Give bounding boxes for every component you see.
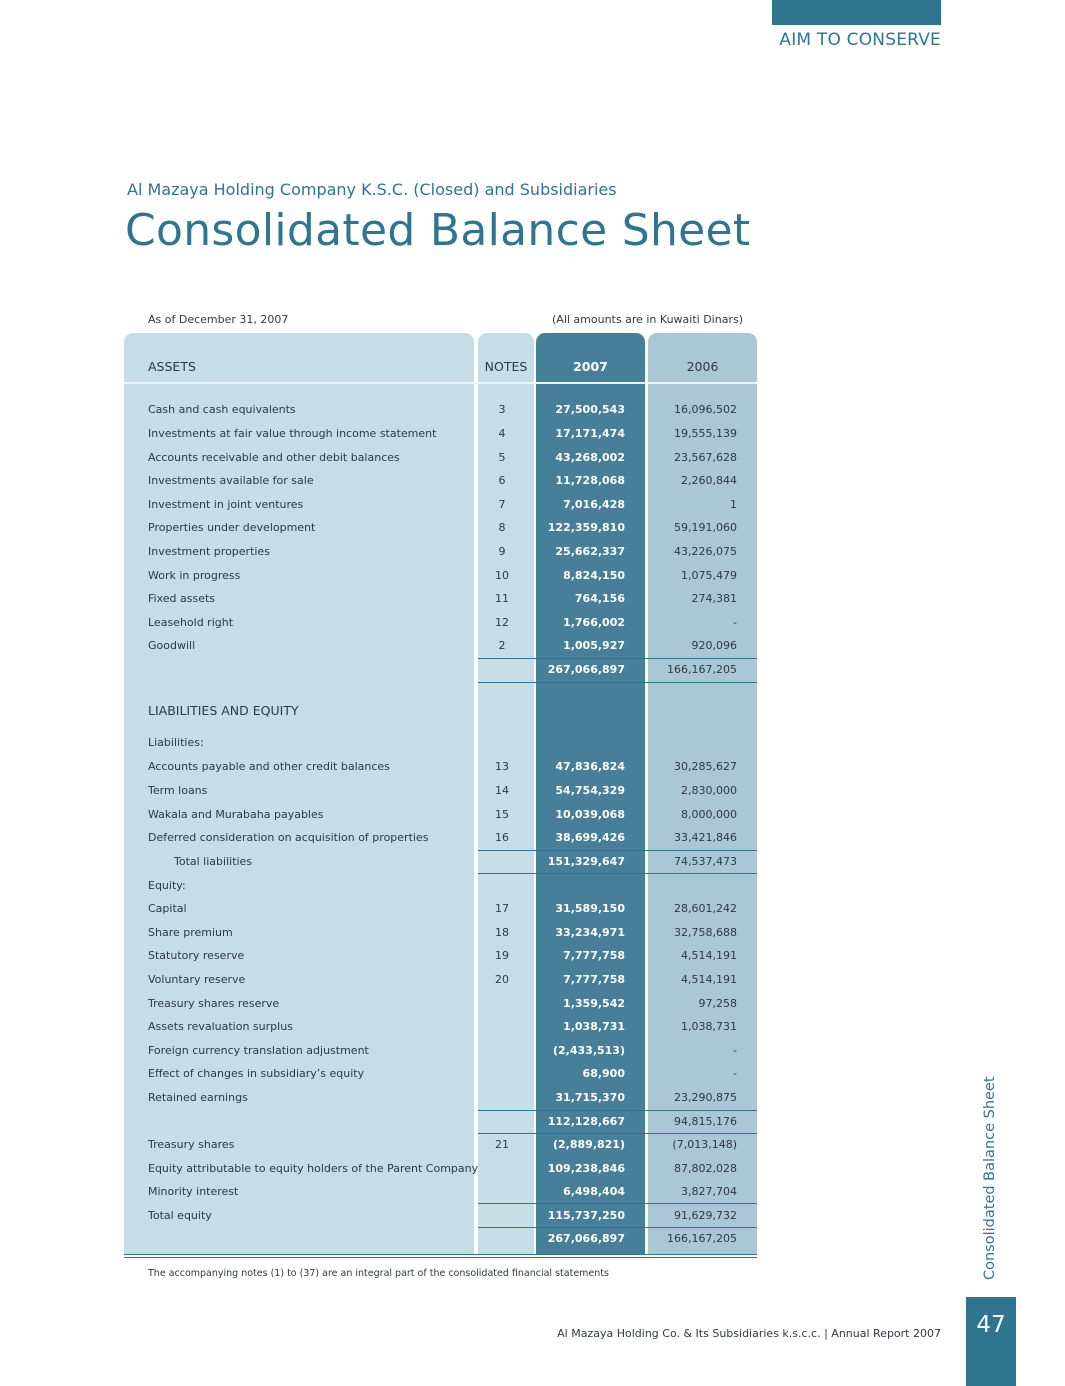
row-label: Term loans [148, 784, 208, 797]
row-value-2006: 23,290,875 [674, 1091, 737, 1104]
table-row [0, 946, 1065, 966]
row-label: Treasury shares reserve [148, 997, 280, 1010]
row-value-2007: 25,662,337 [555, 545, 625, 558]
row-note: 16 [495, 831, 509, 844]
row-note: 4 [498, 427, 506, 440]
row-label: Total equity [148, 1209, 212, 1222]
table-row [0, 471, 1065, 491]
vertical-section-label: Consolidated Balance Sheet [982, 1076, 998, 1280]
row-value-2006: 920,096 [691, 639, 737, 652]
table-row [0, 757, 1065, 777]
row-value-2007: 54,754,329 [555, 784, 625, 797]
row-value-2006: 8,000,000 [681, 808, 737, 821]
row-value-2007: 1,038,731 [563, 1020, 625, 1033]
row-value-2006: 4,514,191 [681, 973, 737, 986]
row-label: Total liabilities [174, 855, 253, 868]
row-label: Investments at fair value through income statement [148, 427, 437, 440]
row-label: Investment properties [148, 545, 270, 558]
company-name: Al Mazaya Holding Company K.S.C. (Closed) and Subsidiaries [127, 180, 617, 199]
row-value-2006: 1,075,479 [681, 569, 737, 582]
row-value-2006: 16,096,502 [674, 403, 737, 416]
subtotal-rule [478, 682, 757, 683]
row-value-2007: 7,777,758 [563, 949, 625, 962]
row-value-2007: 33,234,971 [555, 926, 625, 939]
row-value-2006: - [733, 616, 737, 629]
table-row [0, 876, 1065, 896]
page-title: Consolidated Balance Sheet [125, 205, 751, 256]
row-value-2007: 267,066,897 [547, 663, 625, 676]
row-value-2006: 274,381 [691, 592, 737, 605]
row-note: 20 [495, 973, 509, 986]
row-label: Liabilities: [148, 736, 204, 749]
column-header-2007: 2007 [573, 359, 608, 374]
row-note: 17 [495, 902, 509, 915]
row-value-2006: 2,260,844 [681, 474, 737, 487]
row-value-2006: 94,815,176 [674, 1115, 737, 1128]
table-row [0, 970, 1065, 990]
row-note: 14 [495, 784, 509, 797]
row-value-2006: 1 [730, 498, 737, 511]
table-row [0, 448, 1065, 468]
row-label: Effect of changes in subsidiary’s equity [148, 1067, 365, 1080]
subtotal-rule [478, 873, 757, 874]
row-value-2006: 97,258 [698, 997, 737, 1010]
row-value-2007: 11,728,068 [555, 474, 625, 487]
row-label: Wakala and Murabaha payables [148, 808, 324, 821]
table-row [0, 781, 1065, 801]
table-row [0, 701, 1065, 721]
row-value-2007: 109,238,846 [547, 1162, 625, 1175]
subtotal-rule [478, 1110, 757, 1111]
row-note: 18 [495, 926, 509, 939]
row-label: Accounts receivable and other debit balances [148, 451, 400, 464]
row-value-2006: 28,601,242 [674, 902, 737, 915]
row-label: Statutory reserve [148, 949, 245, 962]
row-value-2006: - [733, 1067, 737, 1080]
table-row [0, 660, 1065, 680]
table-row [0, 1064, 1065, 1084]
table-row [0, 1229, 1065, 1249]
row-value-2007: 1,005,927 [563, 639, 625, 652]
row-value-2007: 27,500,543 [555, 403, 625, 416]
row-note: 10 [495, 569, 509, 582]
row-label: Treasury shares [148, 1138, 235, 1151]
table-row [0, 805, 1065, 825]
row-value-2007: 1,359,542 [563, 997, 625, 1010]
row-note: 2 [498, 639, 506, 652]
row-value-2007: 6,498,404 [563, 1185, 625, 1198]
row-value-2006: 87,802,028 [674, 1162, 737, 1175]
row-label: Voluntary reserve [148, 973, 246, 986]
row-label: Equity: [148, 879, 186, 892]
table-row [0, 1182, 1065, 1202]
column-header-assets: ASSETS [148, 359, 196, 374]
row-label: Leasehold right [148, 616, 234, 629]
row-value-2007: 47,836,824 [555, 760, 625, 773]
subtotal-rule [478, 1203, 757, 1204]
row-value-2007: (2,433,513) [553, 1044, 625, 1057]
row-value-2007: 31,589,150 [555, 902, 625, 915]
row-value-2006: 74,537,473 [674, 855, 737, 868]
as-of-date: As of December 31, 2007 [148, 313, 289, 326]
row-value-2006: 166,167,205 [667, 1232, 737, 1245]
table-row [0, 613, 1065, 633]
row-label: LIABILITIES AND EQUITY [148, 703, 299, 718]
row-value-2006: 23,567,628 [674, 451, 737, 464]
row-value-2007: 115,737,250 [547, 1209, 625, 1222]
row-label: Accounts payable and other credit balances [148, 760, 390, 773]
row-value-2006: 166,167,205 [667, 663, 737, 676]
row-label: Minority interest [148, 1185, 239, 1198]
row-value-2006: 32,758,688 [674, 926, 737, 939]
row-value-2007: 7,777,758 [563, 973, 625, 986]
row-value-2007: 38,699,426 [555, 831, 625, 844]
row-value-2006: 33,421,846 [674, 831, 737, 844]
table-row [0, 1041, 1065, 1061]
row-note: 7 [498, 498, 506, 511]
row-value-2007: 112,128,667 [547, 1115, 625, 1128]
row-value-2006: 19,555,139 [674, 427, 737, 440]
row-value-2006: 30,285,627 [674, 760, 737, 773]
table-row [0, 566, 1065, 586]
table-bottom-rule [124, 1257, 757, 1258]
row-value-2007: 1,766,002 [563, 616, 625, 629]
column-header-notes: NOTES [484, 359, 528, 374]
subtotal-rule [478, 658, 757, 659]
table-row [0, 542, 1065, 562]
row-note: 9 [498, 545, 506, 558]
row-note: 13 [495, 760, 509, 773]
table-row [0, 400, 1065, 420]
page-footer: Al Mazaya Holding Co. & Its Subsidiaries k.s.c.c. | Annual Report 2007 [557, 1327, 941, 1340]
row-label: Equity attributable to equity holders of the Parent Company [148, 1162, 479, 1175]
row-label: Investment in joint ventures [148, 498, 304, 511]
row-value-2007: 122,359,810 [547, 521, 625, 534]
row-note: 5 [498, 451, 506, 464]
table-row [0, 899, 1065, 919]
row-value-2007: 68,900 [582, 1067, 625, 1080]
row-value-2007: 151,329,647 [547, 855, 625, 868]
table-row [0, 1206, 1065, 1226]
table-row [0, 495, 1065, 515]
row-label: Capital [148, 902, 187, 915]
row-value-2007: 10,039,068 [555, 808, 625, 821]
table-row [0, 852, 1065, 872]
row-value-2006: 4,514,191 [681, 949, 737, 962]
row-note: 12 [495, 616, 509, 629]
row-value-2007: 7,016,428 [563, 498, 625, 511]
row-label: Goodwill [148, 639, 196, 652]
header-divider [124, 382, 757, 384]
row-value-2007: 31,715,370 [555, 1091, 625, 1104]
subtotal-rule [478, 850, 757, 851]
row-value-2006: 1,038,731 [681, 1020, 737, 1033]
subtotal-rule [478, 1133, 757, 1134]
table-row [0, 828, 1065, 848]
row-value-2006: (7,013,148) [672, 1138, 737, 1151]
footnote: The accompanying notes (1) to (37) are an integral part of the consolidated financial statements [148, 1268, 609, 1279]
row-label: Fixed assets [148, 592, 216, 605]
row-value-2006: 2,830,000 [681, 784, 737, 797]
table-row [0, 424, 1065, 444]
row-value-2006: - [733, 1044, 737, 1057]
row-note: 6 [498, 474, 506, 487]
row-label: Retained earnings [148, 1091, 248, 1104]
table-row [0, 1112, 1065, 1132]
section-header-label: AIM TO CONSERVE [779, 30, 941, 50]
table-row [0, 636, 1065, 656]
table-row [0, 589, 1065, 609]
row-value-2006: 43,226,075 [674, 545, 737, 558]
table-row [0, 1088, 1065, 1108]
row-label: Assets revaluation surplus [148, 1020, 293, 1033]
table-row [0, 733, 1065, 753]
row-note: 19 [495, 949, 509, 962]
row-value-2007: 43,268,002 [555, 451, 625, 464]
row-note: 15 [495, 808, 509, 821]
table-bottom-rule [124, 1254, 757, 1255]
table-row [0, 1159, 1065, 1179]
currency-note: (All amounts are in Kuwaiti Dinars) [552, 313, 743, 326]
table-row [0, 518, 1065, 538]
row-label: Work in progress [148, 569, 241, 582]
row-value-2006: 91,629,732 [674, 1209, 737, 1222]
row-value-2007: (2,889,821) [553, 1138, 625, 1151]
column-header-2006: 2006 [686, 359, 719, 374]
row-label: Deferred consideration on acquisition of properties [148, 831, 429, 844]
table-row [0, 923, 1065, 943]
row-label: Share premium [148, 926, 233, 939]
page-number-tab [966, 1297, 1016, 1386]
table-row [0, 994, 1065, 1014]
row-value-2007: 8,824,150 [563, 569, 625, 582]
row-value-2007: 17,171,474 [555, 427, 625, 440]
row-label: Investments available for sale [148, 474, 314, 487]
row-note: 21 [495, 1138, 509, 1151]
row-label: Cash and cash equivalents [148, 403, 296, 416]
row-value-2006: 3,827,704 [681, 1185, 737, 1198]
row-label: Foreign currency translation adjustment [148, 1044, 369, 1057]
row-value-2007: 764,156 [574, 592, 625, 605]
row-value-2006: 59,191,060 [674, 521, 737, 534]
row-label: Properties under development [148, 521, 316, 534]
top-tab-decoration [772, 0, 941, 25]
subtotal-rule [478, 1227, 757, 1228]
row-value-2007: 267,066,897 [547, 1232, 625, 1245]
row-note: 11 [495, 592, 509, 605]
table-row [0, 1135, 1065, 1155]
table-row [0, 1017, 1065, 1037]
page-number: 47 [976, 1312, 1006, 1338]
row-note: 8 [498, 521, 506, 534]
row-note: 3 [498, 403, 506, 416]
